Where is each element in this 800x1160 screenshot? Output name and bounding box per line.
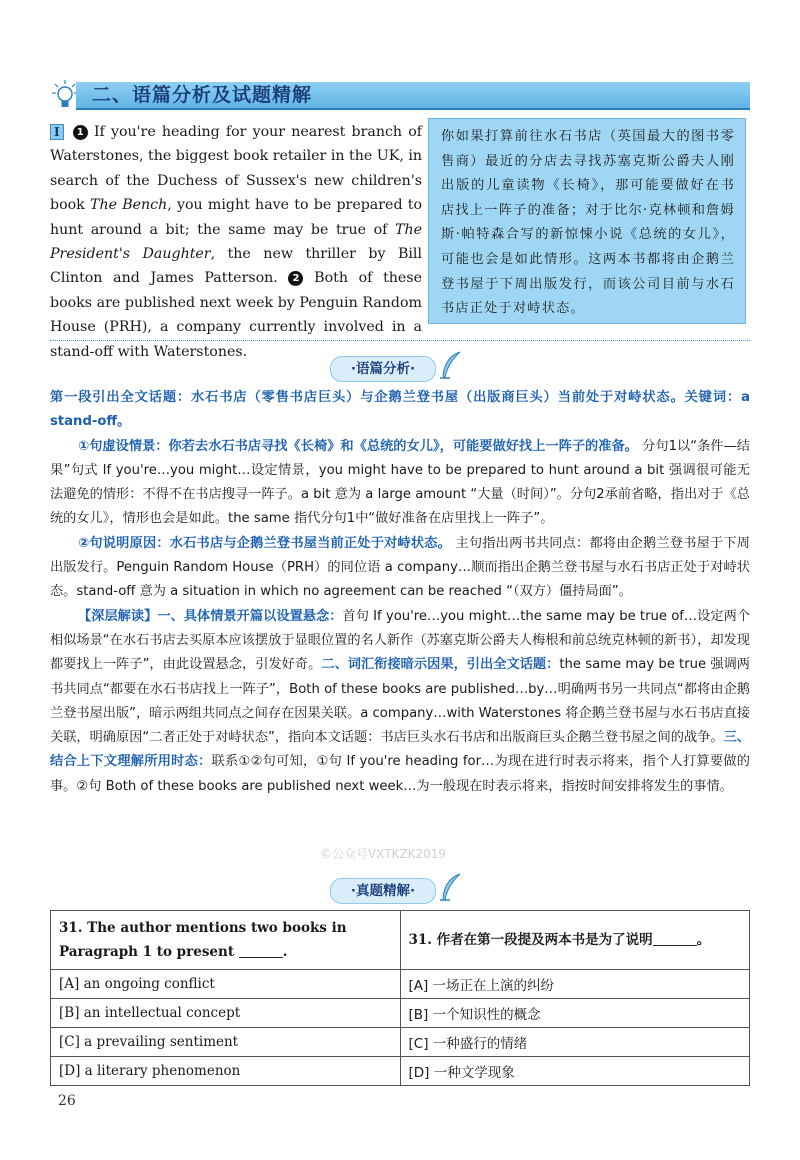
paragraph-label: I [50, 124, 64, 140]
watermark: ©公众号VXTKZK2019 [320, 847, 447, 861]
sentence-number-1: 1 [73, 125, 88, 140]
analysis-s1-heading: ①句虚设情景：你若去水石书店寻找《长椅》和《总统的女儿》，可能要做好找上一阵子的准备。 [78, 438, 638, 454]
deep-text-1: 首句 If you're…you might…the same may be true of…设定两个相似场景“在水石书店去买原本应该摆放于显眼位置的名人新作（苏塞克斯公爵夫人梅根和前总统克林顿的新书），却发现都要找上一阵子”，由此设置悬念，引发好奇。 [50, 608, 751, 673]
answer-blank [239, 945, 283, 958]
option-en-a: [A] an ongoing conflict [51, 970, 401, 999]
passage-text-3: , the new thriller by Bill Clinton and James Patterson. [50, 246, 422, 287]
passage-paragraph [50, 120, 422, 364]
deep-heading-3: 三、结合上下文理解所用时态： [50, 730, 750, 770]
option-row-a [51, 970, 750, 999]
option-cn-d: [D] 一种文学现象 [400, 1057, 750, 1086]
translation-text: 你如果打算前往水石书店（英国最大的图书零售商）最近的分店去寻找苏塞克斯公爵夫人刚出版的儿童读物《长椅》，那可能要做好在书店找上一阵子的准备；对于比尔·克林顿和詹姆斯·帕特森合写的新惊悚小说《总统的女儿》，可能也会是如此情形。这两本书都将由企鹅兰登书屋于下周出版发行，而该公司目前与水石书店正处于对峙状态。 [441, 129, 735, 317]
option-en-d: [D] a literary phenomenon [51, 1057, 401, 1086]
question-cn: 31. 作者在第一段提及两本书是为了说明 。 [400, 911, 750, 970]
dotted-divider [50, 340, 750, 341]
deep-reading [50, 605, 750, 799]
page-number: 26 [58, 1093, 76, 1109]
analysis-s2-heading: ②句说明原因：水石书店与企鹅兰登书屋当前正处于对峙状态。 [78, 535, 452, 551]
option-row-b [51, 999, 750, 1028]
section-title: 二、语篇分析及试题精解 [92, 84, 313, 106]
deep-text-3: 联系①②句可知，①句 If you're heading for…为现在进行时表示将来，指个人打算要做的事。②句 Both of these books are published next week…为一般现在时表示将来，指按时间安排将发生的事情。 [50, 754, 750, 794]
translation-box [428, 118, 746, 324]
option-en-b: [B] an intellectual concept [51, 999, 401, 1028]
passage-text-4: Both of these books are published next week by Penguin Random House (PRH), a company currently involved in a stand-off with Waterstones. [50, 270, 422, 360]
question-en: 31. The author mentions two books in Paragraph 1 to present . [51, 911, 401, 970]
quill-icon [438, 350, 464, 380]
question-table [50, 910, 750, 1086]
answer-blank [653, 933, 697, 946]
passage-text-1: If you're heading for your nearest branch of Waterstones, the biggest book retailer in the UK, in search of the Duchess of Sussex's new children's book [50, 124, 423, 214]
section-header [50, 78, 750, 112]
book-title-2: The President's Daughter [50, 221, 422, 263]
passage-text-2: , you might have to be prepared to hunt around a bit; the same may be true of [50, 197, 422, 238]
option-row-c [51, 1028, 750, 1057]
quill-icon [438, 872, 464, 902]
question-row [51, 911, 750, 970]
option-cn-a: [A] 一场正在上演的纠纷 [400, 970, 750, 999]
sentence-number-2: 2 [288, 271, 303, 286]
deep-text-2: the same may be true 强调两书共同点“都要在水石书店找上一阵子”，Both of these books are published…by…明确两书另一共同点“都将由企鹅兰登书屋出版”，暗示两组共同点之间存在因果关联。a company…with Waterstones 将企鹅兰登书屋与水石书店直接关联，明确原因“二者正处于对峙状态”，指向本文话题：书店巨头水石书店和出版商巨头企鹅兰登书屋之间的战争。 [50, 657, 750, 746]
analysis-heading: ·语篇分析· [330, 356, 436, 382]
analysis-sentence-1 [50, 435, 750, 532]
option-cn-b: [B] 一个知识性的概念 [400, 999, 750, 1028]
exam-heading: ·真题精解· [330, 878, 436, 904]
analysis-section [50, 386, 750, 799]
book-title-1: The Bench [90, 197, 168, 214]
analysis-sentence-2 [50, 532, 750, 605]
option-en-c: [C] a prevailing sentiment [51, 1028, 401, 1057]
analysis-s1-body: 分句1以“条件—结果”句式 If you're…you might…设定情景，you might have to be prepared to hunt around a bit 强调很可能无法避免的情形：不得不在书店搜寻一阵子。a bit 意为 a large amount “大量（时间）”。分句2承前省略，指出对于《总统的女儿》，情形也会是如此。the same 指代分句1中“做好准备在店里找上一阵子”。 [50, 438, 750, 527]
deep-heading-1: 一、具体情景开篇以设置悬念： [157, 608, 343, 624]
analysis-s2-body: 主句指出两书共同点：都将由企鹅兰登书屋于下周出版发行。Penguin Random House（PRH）的同位语 a company…顺而指出企鹅兰登书屋与水石书店正处于对峙状态。stand-off 意为 a situation in which no agreement can be reached “（双方）僵持局面”。 [50, 535, 750, 600]
analysis-intro: 第一段引出全文话题：水石书店（零售书店巨头）与企鹅兰登书屋（出版商巨头）当前处于对峙状态。关键词：a stand-off。 [50, 390, 750, 430]
option-cn-c: [C] 一种盛行的情绪 [400, 1028, 750, 1057]
option-row-d [51, 1057, 750, 1086]
deep-reading-label: 【深层解读】 [78, 608, 158, 624]
deep-heading-2: 二、词汇衔接暗示因果，引出全文话题： [321, 657, 560, 673]
